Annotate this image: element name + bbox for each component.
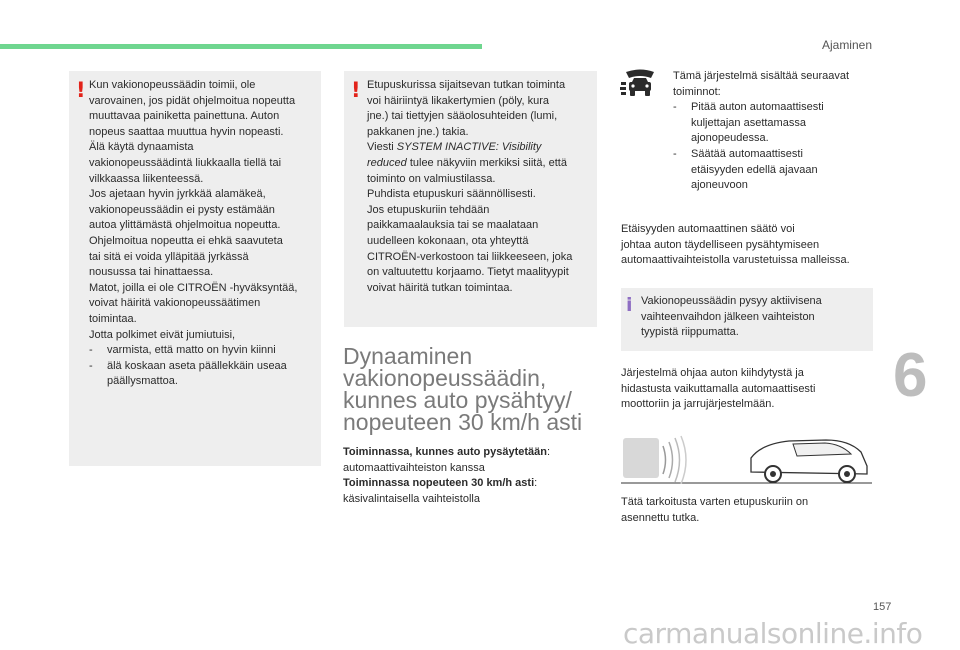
distance-paragraph: Etäisyyden automaattinen säätö voi johtaa auton täydelliseen pysähtymiseen automaattivaihteistolla varustetuissa malleissa. (621, 223, 850, 267)
warning-text-mats: Kun vakionopeussäädin toimii, ole varovainen, jos pidät ohjelmoitua nopeutta muuttavaa painiketta painettuna. Auton nopeus saattaa muuttua hyvin nopeasti. Älä käytä dynaamista vakionopeussäädintä liukkaalla tiellä tai vilkkaassa liikenteessä. Jos ajetaan hyvin jyrkkää alamäkeä, vakionopeussäädin ei pysty estämään autoa ylittämästä ohjelmoitua nopeutta. Ohjelmoitua nopeutta ei ehkä saavuteta tai sitä ei voida ylläpitää jyrkässä nousussa tai hinattaessa. Matot, joilla ei ole CITROËN -hyväksyntää, voivat häiritä vakionopeussäätimen toimintaa. Jotta polkimet eivät jumiutuisi, - varmista, että matto on hyvin kiinni - älä koskaan aseta päällekkäin useaa päällysmattoa. (89, 78, 321, 390)
section-title: Ajaminen (821, 38, 872, 52)
availability-text: Toiminnassa, kunnes auto pysäytetään: automaattivaihteiston kanssa Toiminnassa nopeuteen 30 km/h asti: käsivalintaisella vaihteistolla (343, 446, 551, 505)
function-item-distance: - Säätää automaattisesti etäisyyden edellä ajavaan ajoneuvoon (673, 147, 818, 192)
warning-text-radar: Etupuskurissa sijaitsevan tutkan toiminta voi häiriintyä likakertymien (pöly, kura jne.) tai tiettyjen sääolosuhteiden (lumi, pakkanen jne.) takia. Viesti SYSTEM INACTIVE: Visibility reduced tulee näkyviin merkiksi siitä, että toiminto on valmiustilassa. Puhdista etupuskuri säännöllisesti. Jos etupuskuriin tehdään paikkamaalauksia tai se maalataan uudelleen kokonaan, ota yhteyttä CITROËN-verkostoon tai liikkeeseen, joka on valtuutettu korjaamo. Tietyt maalityypit voivat häiritä tutkan toimintaa. (367, 79, 573, 294)
exclamation-warning-icon: ! (76, 78, 86, 102)
exclamation-warning-icon: ! (351, 78, 361, 102)
system-paragraph: Järjestelmä ohjaa auton kiihdytystä ja hidastusta vaikuttamalla automaattisesti moottoriin ja jarrujärjestelmään. (621, 367, 816, 411)
chapter-color-bar (0, 44, 482, 49)
chapter-number: 6 (893, 341, 928, 410)
radar-paragraph: Tätä tarkoitusta varten etupuskuriin on asennettu tutka. (621, 496, 809, 524)
watermark: carmanualsonline.info (623, 617, 923, 650)
info-icon: i (626, 294, 633, 316)
bullet-no-stacked-mats: - älä koskaan aseta päällekkäin useaa päällysmattoa. (89, 359, 287, 388)
function-item-speed: - Pitää auton automaattisesti kuljettajan asettamassa ajonopeudessa. (673, 101, 824, 145)
page-number: 157 (873, 601, 892, 613)
car-radar-illustration-icon (621, 432, 872, 484)
adaptive-cruise-control-icon (620, 68, 660, 98)
system-functions-text: Tämä järjestelmä sisältää seuraavat toiminnot: - Pitää auton automaattisesti kuljettajan asettamassa ajonopeudessa. - Säätää automaattisesti etäisyyden edellä ajavaan ajoneuvoon (673, 69, 873, 194)
info-text: Vakionopeussäädin pysyy aktiivisena vaihteenvaihdon jälkeen vaihteiston tyypistä riippumatta. (641, 295, 822, 339)
section-heading: Dynaaminen vakionopeussäädin, kunnes auto pysähtyy/ nopeuteen 30 km/h asti (343, 343, 583, 435)
bullet-mat-fixed: - varmista, että matto on hyvin kiinni (89, 344, 276, 357)
